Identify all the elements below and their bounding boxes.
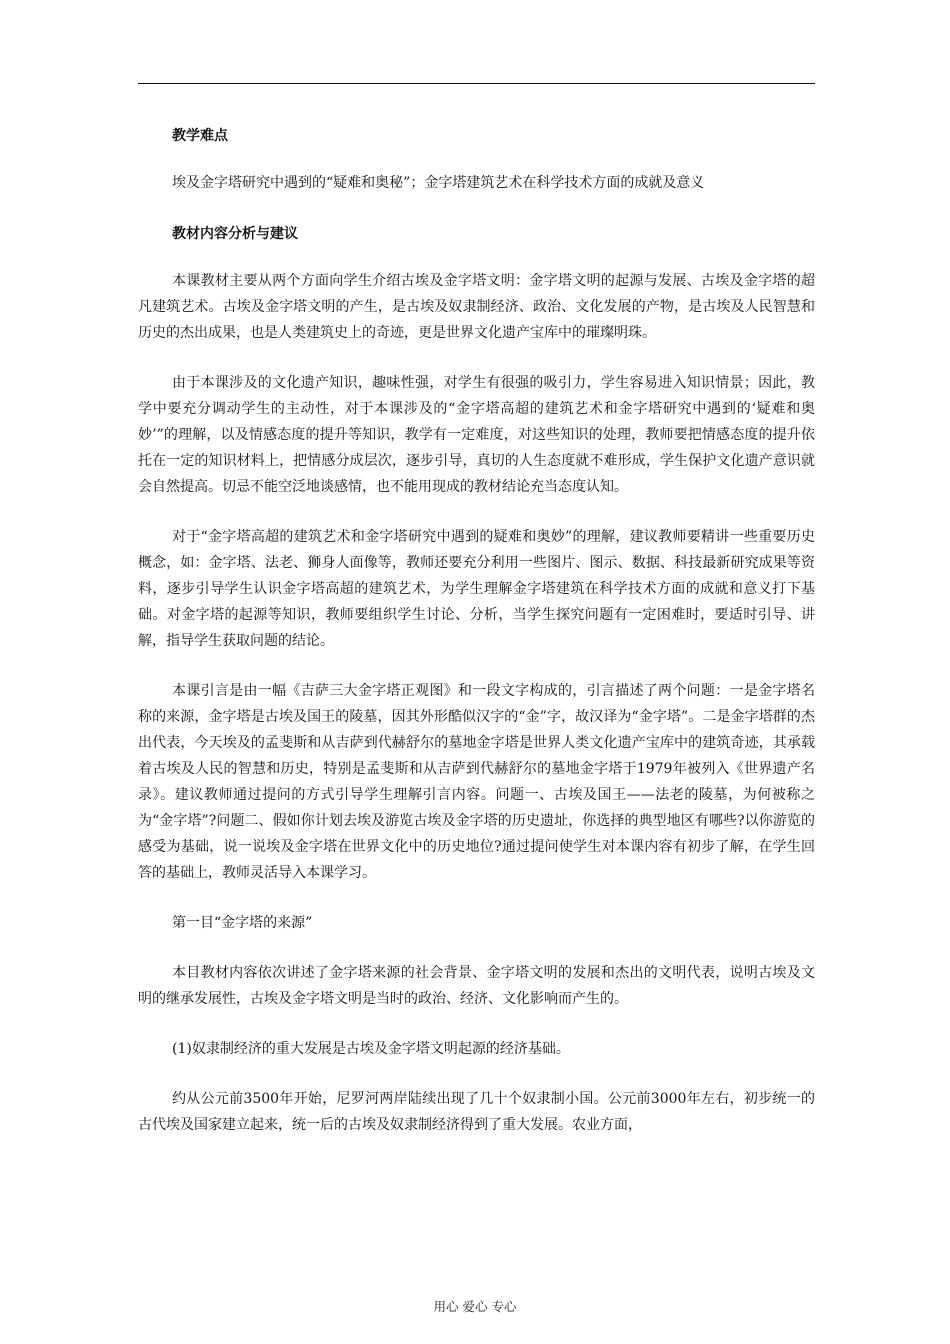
paragraph-engagement: 由于本课涉及的文化遗产知识，趣味性强，对学生有很强的吸引力，学生容易进入知识情景；因此，教学中要充分调动学生的主动性，对于本课涉及的“金字塔高超的建筑艺术和金字塔研究中遇到的‘疑难和奥妙’”的理解，以及情感态度的提升等知识，教学有一定难度，对这些知识的处理，教师要把情感态度的提升依托在一定的知识材料上，把情感分成层次，逐步引导，真切的人生态度就不难形成，学生保护文化遗产意识就会自然提高。切忌不能空泛地谈感情，也不能用现成的教材结论充当态度认知。 xyxy=(138,375,815,495)
paragraph-point-one: (1)奴隶制经济的重大发展是古埃及金字塔文明起源的经济基础。 xyxy=(172,1041,570,1057)
page-footer: 用心 爱心 专心 xyxy=(433,1299,517,1314)
paragraph-introduction-questions: 本课引言是由一幅《吉萨三大金字塔正观图》和一段文字构成的，引言描述了两个问题：一是金字塔名称的来源，金字塔是古埃及国王的陵墓，因其外形酷似汉字的“金”字，故汉译为“金字塔”。二是金字塔群的杰出代表，今天埃及的孟斐斯和从吉萨到代赫舒尔的墓地金字塔是世界人类文化遗产宝库中的建筑奇迹，其承载着古埃及人民的智慧和历史，特别是孟斐斯和从吉萨到代赫舒尔的墓地金字塔于1979年被列入《世界遗产名录》。建议教师通过提问的方式引导学生理解引言内容。问题一、古埃及国王——法老的陵墓，为何被称之为“金字塔”?问题二、假如你计划去埃及游览古埃及金字塔的历史遗址，你选择的典型地区有哪些?以你游览的感受为基础，说一说埃及金字塔在世界文化中的历史地位?通过提问使学生对本课内容有初步了解，在学生回答的基础上，教师灵活导入本课学习。 xyxy=(138,683,815,881)
paragraph-intro: 本课教材主要从两个方面向学生介绍古埃及金字塔文明：金字塔文明的起源与发展、古埃及金字塔的超凡建筑艺术。古埃及金字塔文明的产生，是古埃及奴隶制经济、政治、文化发展的产物，是古埃及人民智慧和历史的杰出成果，也是人类建筑史上的奇迹，更是世界文化遗产宝库中的璀璨明珠。 xyxy=(138,273,815,341)
heading-content-analysis: 教材内容分析与建议 xyxy=(172,226,298,242)
paragraph-history: 约从公元前3500年开始，尼罗河两岸陆续出现了几十个奴隶制小国。公元前3000年左右，初步统一的古代埃及国家建立起来，统一后的古埃及奴隶制经济得到了重大发展。农业方面， xyxy=(138,1091,815,1133)
paragraph-subsection-summary: 本目教材内容依次讲述了金字塔来源的社会背景、金字塔文明的发展和杰出的文明代表，说明古埃及文明的继承发展性，古埃及金字塔文明是当时的政治、经济、文化影响而产生的。 xyxy=(138,965,815,1007)
paragraph-suggestions: 对于“金字塔高超的建筑艺术和金字塔研究中遇到的疑难和奥妙”的理解，建议教师要精讲一些重要历史概念，如：金字塔、法老、狮身人面像等，教师还要充分利用一些图片、图示、数据、科技最新研究成果等资料，逐步引导学生认识金字塔高超的建筑艺术，为学生理解金字塔建筑在科学技术方面的成就和意义打下基础。对金字塔的起源等知识，教师要组织学生讨论、分析，当学生探究问题有一定困难时，要适时引导、讲解，指导学生获取问题的结论。 xyxy=(138,529,815,649)
header-rule xyxy=(138,83,815,84)
paragraph-subsection-title: 第一目“金字塔的来源” xyxy=(172,915,313,931)
heading-teaching-difficulty: 教学难点 xyxy=(172,128,228,144)
document-body xyxy=(138,122,815,1162)
paragraph-difficulty: 埃及金字塔研究中遇到的“疑难和奥秘”；金字塔建筑艺术在科学技术方面的成就及意义 xyxy=(172,175,705,191)
